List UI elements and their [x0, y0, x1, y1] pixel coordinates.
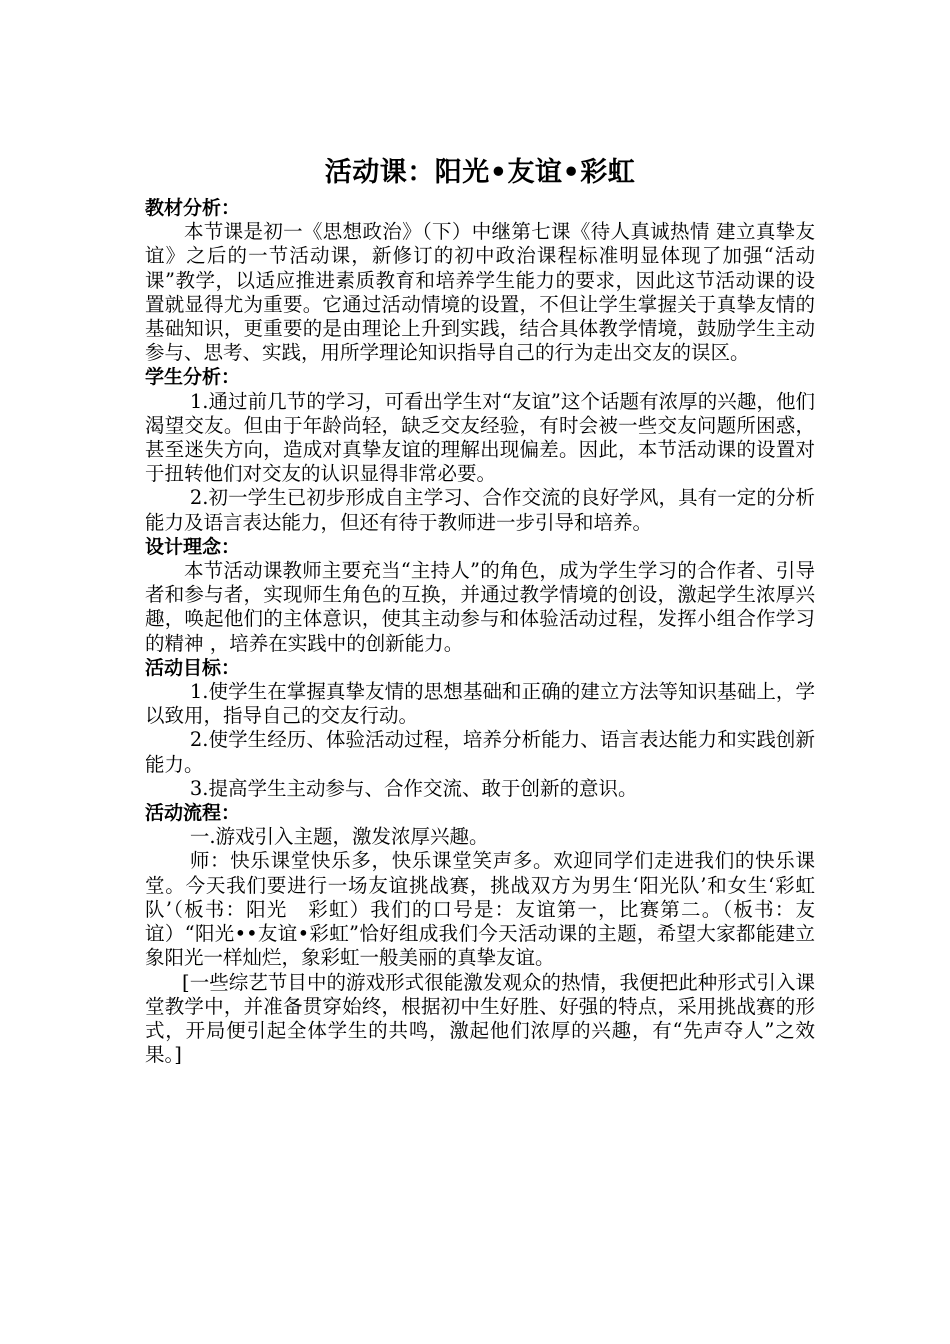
paragraph: 1.通过前几节的学习，可看出学生对“友谊”这个话题有浓厚的兴趣，他们渴望交友。但由于年龄尚轻，缺乏交友经验，有时会被一些交友问题所困惑，甚至迷失方向，造成对真挚友谊的理解出现偏差。因此，本节活动课的设置对于扭转他们对交友的认识显得非常必要。	[145, 389, 815, 486]
section-textbook-analysis	[145, 196, 815, 365]
paragraph: 本节课是初一《思想政治》（下）中继第七课《待人真诚热情 建立真挚友谊》之后的一节活动课，新修订的初中政治课程标准明显体现了加强“活动课”教学，以适应推进素质教育和培养学生能力的要求，因此这节活动课的设置就显得尤为重要。它通过活动情境的设置，不但让学生掌握关于真挚友情的基础知识，更重要的是由理论上升到实践，结合具体教学情境，鼓励学生主动参与、思考、实践，用所学理论知识指导自己的行为走出交友的误区。	[145, 220, 815, 365]
section-activity-process	[145, 801, 815, 1067]
paragraph: 2.初一学生已初步形成自主学习、合作交流的良好学风，具有一定的分析能力及语言表达能力，但还有待于教师进一步引导和培养。	[145, 486, 815, 534]
paragraph: 1.使学生在掌握真挚友情的思想基础和正确的建立方法等知识基础上，学以致用，指导自己的交友行动。	[145, 680, 815, 728]
paragraph: 2.使学生经历、体验活动过程，培养分析能力、语言表达能力和实践创新能力。	[145, 728, 815, 776]
document-title: 活动课：阳光•友谊•彩虹	[324, 157, 636, 188]
paragraph: 一.游戏引入主题，激发浓厚兴趣。	[189, 825, 489, 849]
section-heading: 设计理念：	[145, 535, 241, 558]
section-heading: 活动流程：	[145, 802, 241, 825]
section-heading: 活动目标：	[145, 656, 241, 679]
paragraph: 师：快乐课堂快乐多，快乐课堂笑声多。欢迎同学们走进我们的快乐课堂。今天我们要进行一场友谊挑战赛，挑战双方为男生‘阳光队’和女生‘彩虹队’（板书：阳光 彩虹）我们的口号是：友谊第一，比赛第二。（板书：友谊）“阳光••友谊•彩虹”恰好组成我们今天活动课的主题，希望大家都能建立象阳光一样灿烂，象彩虹一般美丽的真挚友谊。	[145, 849, 815, 970]
section-design-concept	[145, 535, 815, 656]
section-activity-goals	[145, 656, 815, 801]
section-heading: 学生分析：	[145, 366, 241, 389]
paragraph: 3.提高学生主动参与、合作交流、敢于创新的意识。	[189, 776, 638, 800]
paragraph: [一些综艺节目中的游戏形式很能激发观众的热情，我便把此种形式引入课堂教学中，并准备贯穿始终，根据初中生好胜、好强的特点，采用挑战赛的形式，开局便引起全体学生的共鸣，激起他们浓厚的兴趣，有“先声夺人”之效果。]	[145, 970, 815, 1067]
document-page	[145, 150, 815, 1067]
section-student-analysis	[145, 365, 815, 534]
paragraph: 本节活动课教师主要充当“主持人”的角色，成为学生学习的合作者、引导者和参与者，实现师生角色的互换，并通过教学情境的创设，激起学生浓厚兴趣，唤起他们的主体意识，使其主动参与和体验活动过程，发挥小组合作学习的精神 ，培养在实践中的创新能力。	[145, 559, 815, 655]
section-heading: 教材分析：	[145, 197, 241, 219]
